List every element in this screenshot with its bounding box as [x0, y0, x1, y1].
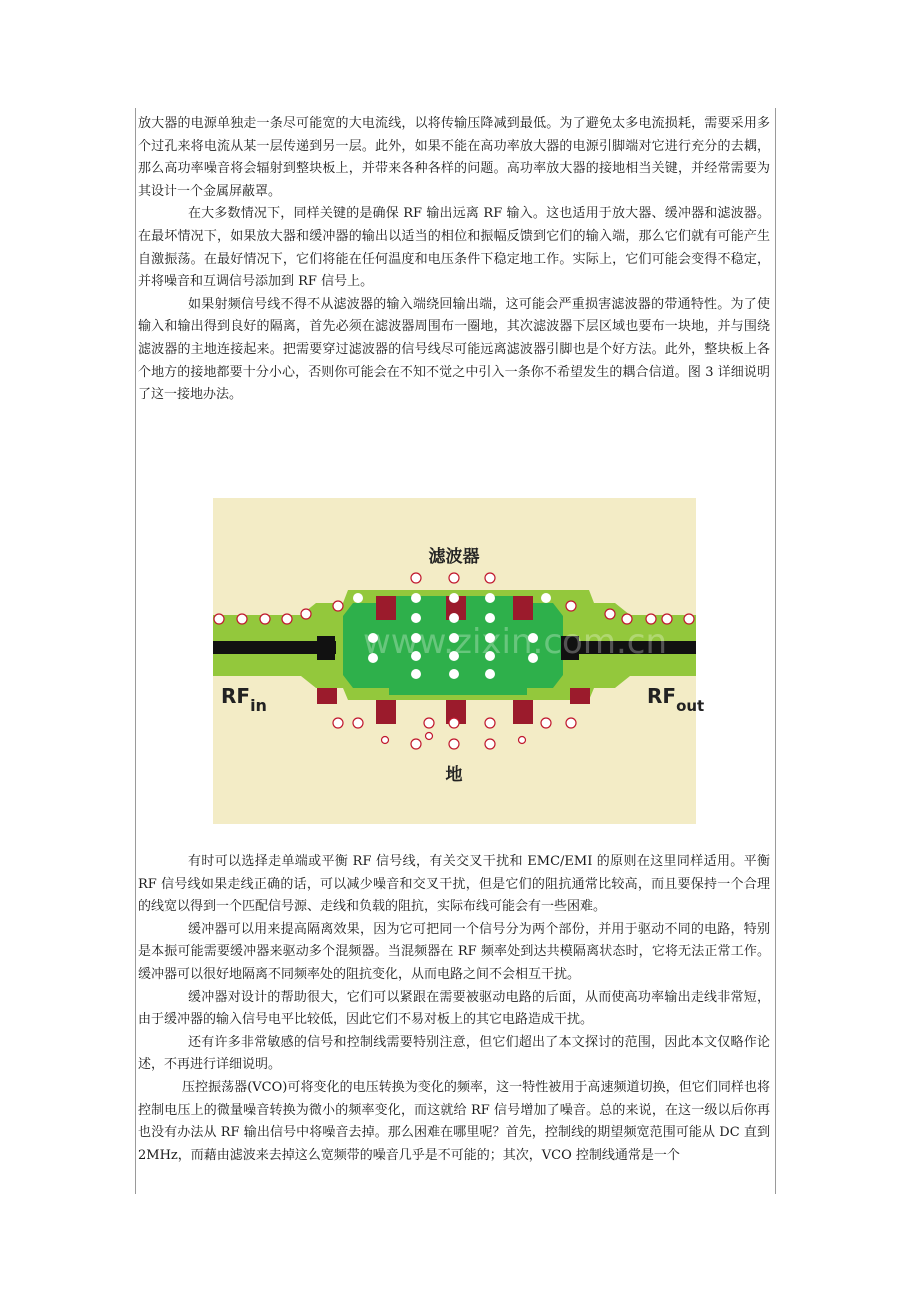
via-hole [485, 573, 495, 583]
via-hole [485, 669, 495, 679]
body-text-top [138, 113, 770, 407]
rf-in-label-main: RF [221, 684, 251, 708]
filter-pad [376, 700, 396, 724]
filter-grounding-figure [213, 498, 705, 824]
via-hole [333, 601, 343, 611]
via-hole [485, 718, 495, 728]
via-hole [424, 718, 434, 728]
via-hole [260, 614, 270, 624]
via-hole [353, 718, 363, 728]
via-hole [411, 739, 421, 749]
via-hole [237, 614, 247, 624]
via-hole [684, 614, 694, 624]
filter-label: 滤波器 [428, 547, 480, 567]
filter-pad [513, 700, 533, 724]
watermark-text: www.zixin.com.cn [363, 622, 667, 662]
via-hole [605, 609, 615, 619]
paragraph: 缓冲器可以用来提高隔离效果，因为它可把同一个信号分为两个部份，并用于驱动不同的电路，特别是本振可能需要缓冲器来驱动多个混频器。当混频器在 RF 频率处到达共模隔离状态时，它将无法正常工作。缓冲器可以很好地隔离不同频率处的阻抗变化，从而电路之间不会相互干扰。 [138, 921, 770, 982]
via-hole [449, 593, 459, 603]
via-hole [282, 614, 292, 624]
via-hole [566, 718, 576, 728]
via-hole [411, 669, 421, 679]
via-hole [411, 573, 421, 583]
rf-out-label-sub: out [676, 697, 705, 715]
rf-in-label-sub: in [250, 696, 267, 715]
rf-in-trace-end [317, 636, 335, 660]
paragraph: 在大多数情况下，同样关键的是确保 RF 输出远离 RF 输入。这也适用于放大器、缓冲器和滤波器。在最坏情况下，如果放大器和缓冲器的输出以适当的相位和振幅反馈到它们的输入端，那么它们就有可能产生自激振荡。在最好情况下，它们将能在任何温度和电压条件下稳定地工作。实际上，它们可能会变得不稳定，并将噪音和互调信号添加到 RF 信号上。 [138, 206, 770, 290]
via-hole [449, 739, 459, 749]
pcb-layout-diagram [213, 498, 705, 824]
via-hole [411, 593, 421, 603]
paragraph: 如果射频信号线不得不从滤波器的输入端绕回输出端，这可能会严重损害滤波器的带通特性。为了使输入和输出得到良好的隔离，首先必须在滤波器周围布一圈地，其次滤波器下层区域也要布一块地，并与围绕滤波器的主地连接起来。把需要穿过滤波器的信号线尽可能远离滤波器引脚也是个好方法。此外，整块板上各个地方的接地都要十分小心，否则你可能会在不知不觉之中引入一条你不希望发生的耦合信道。图 3 详细说明了这一接地办法。 [138, 296, 770, 403]
filter-pad [376, 596, 396, 620]
via-hole [353, 593, 363, 603]
via-hole [382, 737, 389, 744]
via-hole [333, 718, 343, 728]
via-hole [541, 593, 551, 603]
paragraph: 放大器的电源单独走一条尽可能宽的大电流线，以将传输压降减到最低。为了避免太多电流损耗，需要采用多个过孔来将电流从某一层传递到另一层。此外，如果不能在高功率放大器的电源引脚端对它进行充分的去耦，那么高功率噪音将会辐射到整块板上，并带来各种各样的问题。高功率放大器的接地相当关键，并经常需要为其设计一个金属屏蔽罩。 [138, 116, 770, 199]
paragraph: 还有许多非常敏感的信号和控制线需要特别注意，但它们超出了本文探讨的范围，因此本文仅略作论述，不再进行详细说明。 [138, 1034, 770, 1073]
via-hole [541, 718, 551, 728]
filter-pad [317, 688, 337, 704]
via-hole [449, 573, 459, 583]
via-hole [485, 739, 495, 749]
ground-label: 地 [445, 765, 463, 785]
via-hole [519, 737, 526, 744]
via-hole [449, 669, 459, 679]
via-hole [301, 609, 311, 619]
paragraph: 压控振荡器(VCO)可将变化的电压转换为变化的频率，这一特性被用于高速频道切换，但它们同样也将控制电压上的微量噪音转换为微小的频率变化，而这就给 RF 信号增加了噪音。总的来说，在这一级以后你再也没有办法从 RF 输出信号中将噪音去掉。那么困难在哪里呢？首先，控制线的期望频宽范围可能从 DC 直到 2MHz，而藉由滤波来去掉这么宽频带的噪音几乎是不可能的；其次，VCO 控制线通常是一个 [138, 1079, 770, 1163]
via-hole [214, 614, 224, 624]
filter-pad [570, 688, 590, 704]
via-hole [449, 718, 459, 728]
body-text-bottom [138, 851, 770, 1167]
via-hole [485, 593, 495, 603]
paragraph: 有时可以选择走单端或平衡 RF 信号线，有关交叉干扰和 EMC/EMI 的原则在这里同样适用。平衡 RF 信号线如果走线正确的话，可以减少噪音和交叉干扰，但是它们的阻抗通常比较高，而且要保持一个合理的线宽以得到一个匹配信号源、走线和负载的阻抗，实际布线可能会有一些困难。 [138, 854, 770, 915]
via-hole [426, 733, 433, 740]
rf-out-label-main: RF [647, 684, 677, 708]
filter-pad [513, 596, 533, 620]
via-hole [566, 601, 576, 611]
paragraph: 缓冲器对设计的帮助很大，它们可以紧跟在需要被驱动电路的后面，从而使高功率输出走线非常短，由于缓冲器的输入信号电平比较低，因此它们不易对板上的其它电路造成干扰。 [138, 989, 770, 1028]
